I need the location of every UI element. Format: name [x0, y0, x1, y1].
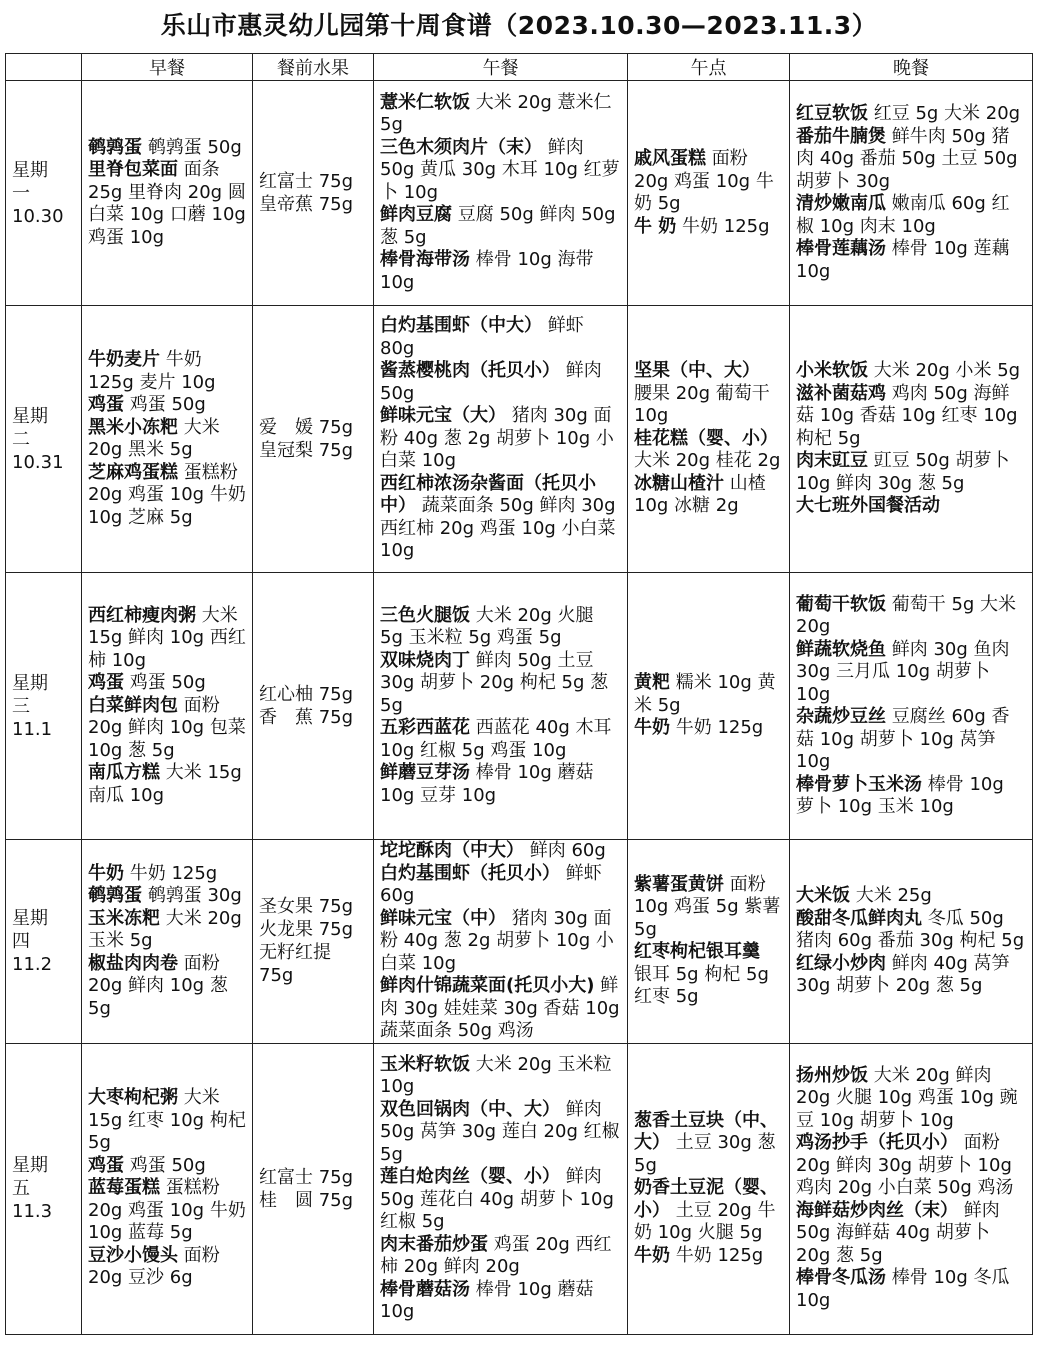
ingredients: 鲜虾 80g [380, 315, 584, 359]
page-title: 乐山市惠灵幼儿园第十周食谱（2023.10.30—2023.11.3） [160, 11, 878, 40]
header-day [6, 54, 82, 81]
day-row [6, 306, 1033, 573]
ingredients: 大米 20g 火腿 5g 玉米粒 5g 鸡蛋 5g [380, 604, 594, 649]
day-cell [6, 840, 82, 1044]
ingredients: 棒骨 10g 海带 10g [380, 249, 594, 293]
dinner-item [796, 360, 1026, 383]
ingredients: 大米 25g [855, 885, 932, 906]
dish-name: 鲜味元宝（大） [380, 405, 506, 427]
dinner-cell [790, 306, 1033, 573]
snack-cell [628, 81, 790, 306]
ingredients: 豇豆 50g 胡萝卜 10g 鲜肉 30g 葱 5g [796, 450, 1010, 494]
snack-item [634, 874, 783, 942]
dish-name: 大枣枸杞粥 [88, 1087, 178, 1109]
snack-item [634, 717, 783, 740]
dinner-item [796, 450, 1026, 495]
ingredients: 鲜肉 50g [380, 360, 602, 404]
dish-name: 薏米仁软饭 [380, 91, 470, 113]
dish-name: 海鲜菇炒肉丝（末） [796, 1199, 958, 1221]
dinner-item [796, 1267, 1026, 1312]
dinner-item [796, 495, 1026, 518]
ingredients: 大米 20g 玉米粒 10g [380, 1053, 612, 1097]
fruit-cell [253, 573, 374, 840]
breakfast-item [88, 1177, 246, 1245]
day-date: 11.3 [12, 1201, 53, 1222]
dinner-item [796, 1200, 1026, 1268]
dish-name: 鹌鹑蛋 [88, 136, 142, 158]
dish-name: 棒骨萝卜玉米汤 [796, 773, 922, 795]
breakfast-cell [82, 573, 253, 840]
day-date: 10.30 [12, 205, 64, 227]
fruit-item: 红心柚 75g [259, 684, 354, 705]
dish-name: 鸡蛋 [88, 672, 124, 694]
breakfast-item [88, 417, 246, 462]
breakfast-item [88, 349, 246, 394]
dish-name: 黑米小冻粑 [88, 416, 178, 438]
ingredients: 鲜虾 60g [380, 862, 602, 906]
dish-name: 里脊包菜面 [88, 159, 178, 181]
ingredients: 面粉 20g 豆沙 6g [88, 1244, 220, 1289]
lunch-item [380, 1054, 621, 1099]
dish-name: 大七班外国餐活动 [796, 495, 940, 517]
dish-name: 坚果（中、大） [634, 360, 760, 382]
dish-name: 冰糖山楂汁 [634, 472, 724, 494]
ingredients: 鸡蛋 50g [129, 394, 206, 415]
dish-name: 葱香土豆块（中、大） [634, 1109, 778, 1154]
dinner-cell [790, 1043, 1033, 1334]
dish-name: 红绿小炒肉 [796, 952, 886, 974]
lunch-item [380, 204, 621, 249]
lunch-item [380, 863, 621, 908]
ingredients: 鹌鹑蛋 50g [147, 136, 242, 158]
fruit-cell [253, 81, 374, 306]
lunch-cell [374, 840, 628, 1044]
dinner-cell [790, 573, 1033, 840]
lunch-item [380, 1099, 621, 1167]
ingredients: 大米 15g 红枣 10g 枸杞 5g [88, 1087, 246, 1154]
ingredients: 牛奶 125g 麦片 10g [88, 349, 216, 393]
dish-name: 鹌鹑蛋 [88, 885, 142, 906]
breakfast-item [88, 762, 246, 807]
dish-name: 肉末番茄炒蛋 [380, 1233, 488, 1255]
lunch-item [380, 762, 621, 807]
dish-name: 五彩西蓝花 [380, 717, 470, 739]
day-label: 四 [12, 930, 30, 952]
breakfast-item [88, 885, 246, 908]
dish-name: 白菜鲜肉包 [88, 694, 178, 716]
dish-name: 清炒嫩南瓜 [796, 193, 886, 214]
lunch-item [380, 975, 621, 1043]
ingredients: 蛋糕粉 20g 鸡蛋 10g 牛奶 10g 芝麻 5g [88, 461, 246, 528]
ingredients: 面粉 20g 鸡蛋 10g 牛奶 5g [634, 148, 774, 214]
ingredients: 豆腐 50g 鲜肉 50g 葱 5g [380, 204, 616, 248]
dish-name: 肉末豇豆 [796, 450, 868, 472]
ingredients: 面粉 10g 鸡蛋 5g 紫薯 5g [634, 873, 781, 940]
dish-name: 椒盐肉肉卷 [88, 952, 178, 974]
lunch-item [380, 1234, 621, 1279]
day-date: 11.2 [12, 953, 53, 975]
dish-name: 玉米籽软饭 [380, 1053, 470, 1075]
lunch-item [380, 650, 621, 718]
dinner-item [796, 908, 1026, 953]
ingredients: 西蓝花 40g 木耳 10g 红椒 5g 鸡蛋 10g [380, 717, 612, 761]
ingredients: 鲜肉 50g 土豆 30g 胡萝卜 20g 枸杞 5g 葱 5g [380, 649, 609, 716]
day-cell [6, 81, 82, 306]
dish-name: 牛 奶 [634, 215, 677, 237]
lunch-item [380, 92, 621, 137]
day-row [6, 1043, 1033, 1334]
dish-name: 鲜肉什锦蔬菜面(托贝小大) [380, 975, 595, 996]
ingredients: 蛋糕粉 20g 鸡蛋 10g 牛奶 10g 蓝莓 5g [88, 1177, 246, 1244]
dish-name: 棒骨莲藕汤 [796, 238, 886, 259]
ingredients: 土豆 20g 牛奶 10g 火腿 5g [634, 1199, 776, 1244]
header-breakfast: 早餐 [82, 54, 253, 81]
dinner-item [796, 953, 1026, 998]
snack-cell [628, 306, 790, 573]
dish-name: 牛奶 [88, 862, 124, 884]
menu-table [5, 53, 1033, 1335]
dish-name: 鸡汤抄手（托贝小） [796, 1132, 958, 1154]
lunch-cell [374, 306, 628, 573]
breakfast-cell [82, 1043, 253, 1334]
dinner-item [796, 594, 1026, 639]
dish-name: 红豆软饭 [796, 103, 868, 124]
dish-name: 棒骨冬瓜汤 [796, 1267, 886, 1289]
dish-name: 酱蒸樱桃肉（托贝小） [380, 360, 560, 382]
breakfast-item [88, 159, 246, 249]
breakfast-item [88, 394, 246, 417]
fruit-cell [253, 840, 374, 1044]
ingredients: 鲜肉 50g 莴笋 30g 莲白 20g 红椒 5g [380, 1098, 620, 1165]
ingredients: 葡萄干 5g 大米 20g [796, 593, 1017, 637]
fruit-item: 红富士 75g [259, 171, 354, 192]
lunch-item [380, 137, 621, 205]
ingredients: 冬瓜 50g 猪肉 60g 番茄 30g 枸杞 5g [796, 907, 1025, 951]
dish-name: 三色火腿饭 [380, 604, 470, 626]
dish-name: 鲜蔬软烧鱼 [796, 638, 886, 660]
ingredients: 鹌鹑蛋 30g [147, 885, 242, 906]
dish-name: 南瓜方糕 [88, 762, 160, 784]
dish-name: 葡萄干软饭 [796, 593, 886, 615]
lunch-cell [374, 1043, 628, 1334]
fruit-item: 火龙果 75g [259, 919, 354, 941]
day-cell [6, 306, 82, 573]
dish-name: 牛奶 [634, 1244, 670, 1266]
ingredients: 鲜肉 30g 娃娃菜 30g 香菇 10g 蔬菜面条 50g 鸡汤 [380, 975, 620, 1041]
dish-name: 牛奶 [634, 717, 670, 739]
dinner-item [796, 103, 1026, 126]
fruit-cell [253, 306, 374, 573]
breakfast-item [88, 908, 246, 953]
lunch-item [380, 405, 621, 473]
dish-name: 豆沙小馒头 [88, 1244, 178, 1266]
ingredients: 大米 20g 玉米 5g [88, 907, 242, 951]
lunch-item [380, 249, 621, 294]
breakfast-item [88, 137, 246, 160]
dish-name: 双味烧肉丁 [380, 649, 470, 671]
dish-name: 鲜蘑豆芽汤 [380, 762, 470, 784]
dish-name: 芝麻鸡蛋糕 [88, 461, 178, 483]
dish-name: 三色木须肉片（末） [380, 136, 542, 158]
dish-name: 鸡蛋 [88, 1154, 124, 1176]
day-label: 一 [12, 182, 30, 204]
ingredients: 面粉 20g 鲜肉 10g 葱 5g [88, 952, 228, 1019]
ingredients: 面粉 20g 鲜肉 10g 包菜 10g 葱 5g [88, 694, 246, 761]
breakfast-item [88, 863, 246, 886]
ingredients: 棒骨 10g 莲藕 10g [796, 238, 1010, 282]
day-label: 星期 [12, 907, 48, 929]
lunch-item [380, 1166, 621, 1234]
ingredients: 大米 20g 薏米仁 5g [380, 91, 612, 136]
snack-item [634, 216, 783, 239]
ingredients: 棒骨 10g 蘑菇 10g 豆芽 10g [380, 762, 594, 806]
fruit-cell [253, 1043, 374, 1334]
dinner-cell [790, 840, 1033, 1044]
dish-name: 红枣枸杞银耳羹 [634, 941, 760, 963]
dish-name: 杂蔬炒豆丝 [796, 706, 886, 727]
breakfast-cell [82, 840, 253, 1044]
day-row [6, 840, 1033, 1044]
ingredients: 土豆 30g 葱 5g [634, 1132, 776, 1176]
lunch-cell [374, 81, 628, 306]
snack-item [634, 148, 783, 216]
ingredients: 猪肉 30g 面粉 40g 葱 2g 胡萝卜 10g 小白菜 10g [380, 405, 614, 472]
dish-name: 白灼基围虾（托贝小） [380, 862, 560, 884]
ingredients: 面条 25g 里脊肉 20g 圆白菜 10g 口蘑 10g 鸡蛋 10g [88, 159, 246, 248]
header-snack: 午点 [628, 54, 790, 81]
fruit-item: 桂 圆 75g [259, 1189, 354, 1211]
dish-name: 戚风蛋糕 [634, 148, 706, 169]
lunch-item [380, 908, 621, 976]
dish-name: 番茄牛腩煲 [796, 125, 886, 147]
ingredients: 山楂 10g 冰糖 2g [634, 472, 766, 517]
breakfast-cell [82, 81, 253, 306]
fruit-item: 皇帝蕉 75g [259, 194, 354, 215]
breakfast-item [88, 1155, 246, 1178]
dish-name: 白灼基围虾（中大） [380, 315, 542, 337]
day-row [6, 573, 1033, 840]
breakfast-item [88, 462, 246, 530]
day-label: 星期 [12, 672, 48, 694]
day-label: 五 [12, 1178, 30, 1199]
dinner-item [796, 383, 1026, 451]
ingredients: 猪肉 30g 面粉 40g 葱 2g 胡萝卜 10g 小白菜 10g [380, 907, 614, 974]
ingredients: 鲜牛肉 50g 猪肉 40g 番茄 50g 土豆 50g 胡萝卜 30g [796, 125, 1018, 192]
dinner-item [796, 1065, 1026, 1133]
snack-item [634, 1177, 783, 1245]
ingredients: 大米 20g 桂花 2g [634, 450, 781, 472]
dinner-item [796, 126, 1026, 194]
day-cell [6, 1043, 82, 1334]
dinner-item [796, 639, 1026, 707]
dish-name: 莲白炝肉丝（婴、小） [380, 1166, 560, 1187]
ingredients: 银耳 5g 枸杞 5g 红枣 5g [634, 963, 769, 1008]
ingredients: 豆腐丝 60g 香菇 10g 胡萝卜 10g 莴笋 10g [796, 706, 1010, 772]
dish-name: 鲜味元宝（中） [380, 907, 506, 929]
ingredients: 红豆 5g 大米 20g [873, 103, 1021, 124]
fruit-item: 爱 媛 75g [259, 417, 354, 438]
dinner-item [796, 238, 1026, 283]
breakfast-item [88, 695, 246, 763]
breakfast-item [88, 1087, 246, 1155]
snack-item [634, 1110, 783, 1178]
dish-name: 小米软饭 [796, 360, 868, 382]
ingredients: 鲜肉 40g 莴笋 30g 胡萝卜 20g 葱 5g [796, 952, 1010, 996]
ingredients: 嫩南瓜 60g 红椒 10g 肉末 10g [796, 193, 1010, 237]
snack-cell [628, 1043, 790, 1334]
ingredients: 鸡蛋 50g [129, 672, 206, 694]
lunch-item [380, 360, 621, 405]
header-row [6, 54, 1033, 81]
dish-name: 滋补菌菇鸡 [796, 382, 886, 404]
breakfast-item [88, 953, 246, 1021]
menu-body [6, 81, 1033, 1335]
dish-name: 鸡蛋 [88, 394, 124, 415]
ingredients: 牛奶 125g [682, 215, 770, 237]
ingredients: 棒骨 10g 萝卜 10g 玉米 10g [796, 773, 1004, 817]
dinner-item [796, 885, 1026, 908]
ingredients: 大米 15g 南瓜 10g [88, 762, 242, 806]
dish-name: 西红柿瘦肉粥 [88, 604, 196, 626]
fruit-item: 无籽红提 75g [259, 942, 331, 987]
day-row [6, 81, 1033, 306]
ingredients: 鲜肉 30g 鱼肉 30g 三月瓜 10g 胡萝卜 10g [796, 638, 1010, 705]
dish-name: 桂花糕（婴、小） [634, 427, 778, 449]
day-cell [6, 573, 82, 840]
ingredients: 牛奶 125g [129, 862, 218, 884]
header-dinner: 晚餐 [790, 54, 1033, 81]
ingredients: 糯米 10g 黄米 5g [634, 672, 776, 716]
ingredients: 鲜肉 60g [529, 840, 606, 861]
day-date: 10.31 [12, 451, 64, 473]
snack-item [634, 1245, 783, 1268]
lunch-item [380, 473, 621, 563]
dinner-item [796, 1132, 1026, 1200]
snack-cell [628, 573, 790, 840]
ingredients: 鲜肉 50g 莲花白 40g 胡萝卜 10g 红椒 5g [380, 1166, 614, 1232]
day-date: 11.1 [12, 718, 53, 740]
day-label: 三 [12, 695, 30, 717]
dish-name: 西红柿浓汤杂酱面（托贝小中） [380, 472, 596, 517]
snack-cell [628, 840, 790, 1044]
snack-item [634, 672, 783, 717]
fruit-item: 圣女果 75g [259, 896, 354, 918]
ingredients: 大米 15g 鲜肉 10g 西红柿 10g [88, 604, 246, 671]
lunch-item [380, 1279, 621, 1324]
ingredients: 棒骨 10g 蘑菇 10g [380, 1278, 594, 1322]
day-label: 二 [12, 428, 30, 450]
ingredients: 大米 20g 小米 5g [873, 360, 1021, 382]
ingredients: 腰果 20g 葡萄干 10g [634, 382, 770, 427]
dinner-item [796, 193, 1026, 238]
ingredients: 鲜肉 50g 黄瓜 30g 木耳 10g 红萝卜 10g [380, 136, 620, 203]
dish-name: 酸甜冬瓜鲜肉丸 [796, 907, 922, 929]
ingredients: 牛奶 125g [675, 1244, 764, 1266]
dish-name: 鲜肉豆腐 [380, 204, 452, 226]
lunch-item [380, 840, 621, 863]
lunch-item [380, 717, 621, 762]
dish-name: 紫薯蛋黄饼 [634, 873, 724, 895]
lunch-item [380, 605, 621, 650]
header-fruit: 餐前水果 [253, 54, 374, 81]
dinner-item [796, 706, 1026, 774]
breakfast-cell [82, 306, 253, 573]
dish-name: 扬州炒饭 [796, 1064, 868, 1086]
dish-name: 玉米冻粑 [88, 907, 160, 929]
ingredients: 鸡蛋 20g 西红柿 20g 鲜肉 20g [380, 1233, 612, 1277]
dish-name: 坨坨酥肉（中大） [380, 840, 524, 861]
dish-name: 棒骨蘑菇汤 [380, 1278, 470, 1300]
dish-name: 黄粑 [634, 672, 670, 694]
dish-name: 牛奶麦片 [88, 349, 160, 370]
ingredients: 蔬菜面条 50g 鲜肉 30g 西红柿 20g 鸡蛋 10g 小白菜 10g [380, 495, 616, 562]
dinner-cell [790, 81, 1033, 306]
dish-name: 奶香土豆泥（婴、小） [634, 1177, 778, 1221]
snack-item [634, 473, 783, 518]
lunch-item [380, 315, 621, 360]
dinner-item [796, 774, 1026, 819]
snack-item [634, 360, 783, 428]
dish-name: 蓝莓蛋糕 [88, 1177, 160, 1199]
fruit-item: 香 蕉 75g [259, 707, 354, 728]
ingredients: 大米 20g 鲜肉 20g 火腿 10g 鸡蛋 10g 豌豆 10g 胡萝卜 10g [796, 1064, 1018, 1131]
fruit-item: 皇冠梨 75g [259, 440, 354, 461]
breakfast-item [88, 672, 246, 695]
breakfast-item [88, 1245, 246, 1290]
ingredients: 鸡蛋 50g [129, 1154, 206, 1176]
breakfast-item [88, 605, 246, 673]
dish-name: 双色回锅肉（中、大） [380, 1098, 560, 1120]
dish-name: 棒骨海带汤 [380, 249, 470, 271]
header-lunch: 午餐 [374, 54, 628, 81]
lunch-cell [374, 573, 628, 840]
ingredients: 鲜肉 50g 海鲜菇 40g 胡萝卜 20g 葱 5g [796, 1199, 1000, 1266]
day-label: 星期 [12, 159, 48, 181]
snack-item [634, 941, 783, 1009]
day-label: 星期 [12, 405, 48, 427]
ingredients: 牛奶 125g [675, 717, 764, 739]
snack-item [634, 428, 783, 473]
ingredients: 大米 20g 黑米 5g [88, 416, 220, 460]
ingredients: 棒骨 10g 冬瓜 10g [796, 1267, 1010, 1311]
ingredients: 鸡肉 50g 海鲜菇 10g 香菇 10g 红枣 10g 枸杞 5g [796, 382, 1018, 449]
day-label: 星期 [12, 1155, 48, 1176]
dish-name: 大米饭 [796, 885, 850, 906]
ingredients: 面粉 20g 鲜肉 30g 胡萝卜 10g 鸡肉 20g 小白菜 50g 鸡汤 [796, 1132, 1014, 1199]
fruit-item: 红富士 75g [259, 1166, 354, 1188]
